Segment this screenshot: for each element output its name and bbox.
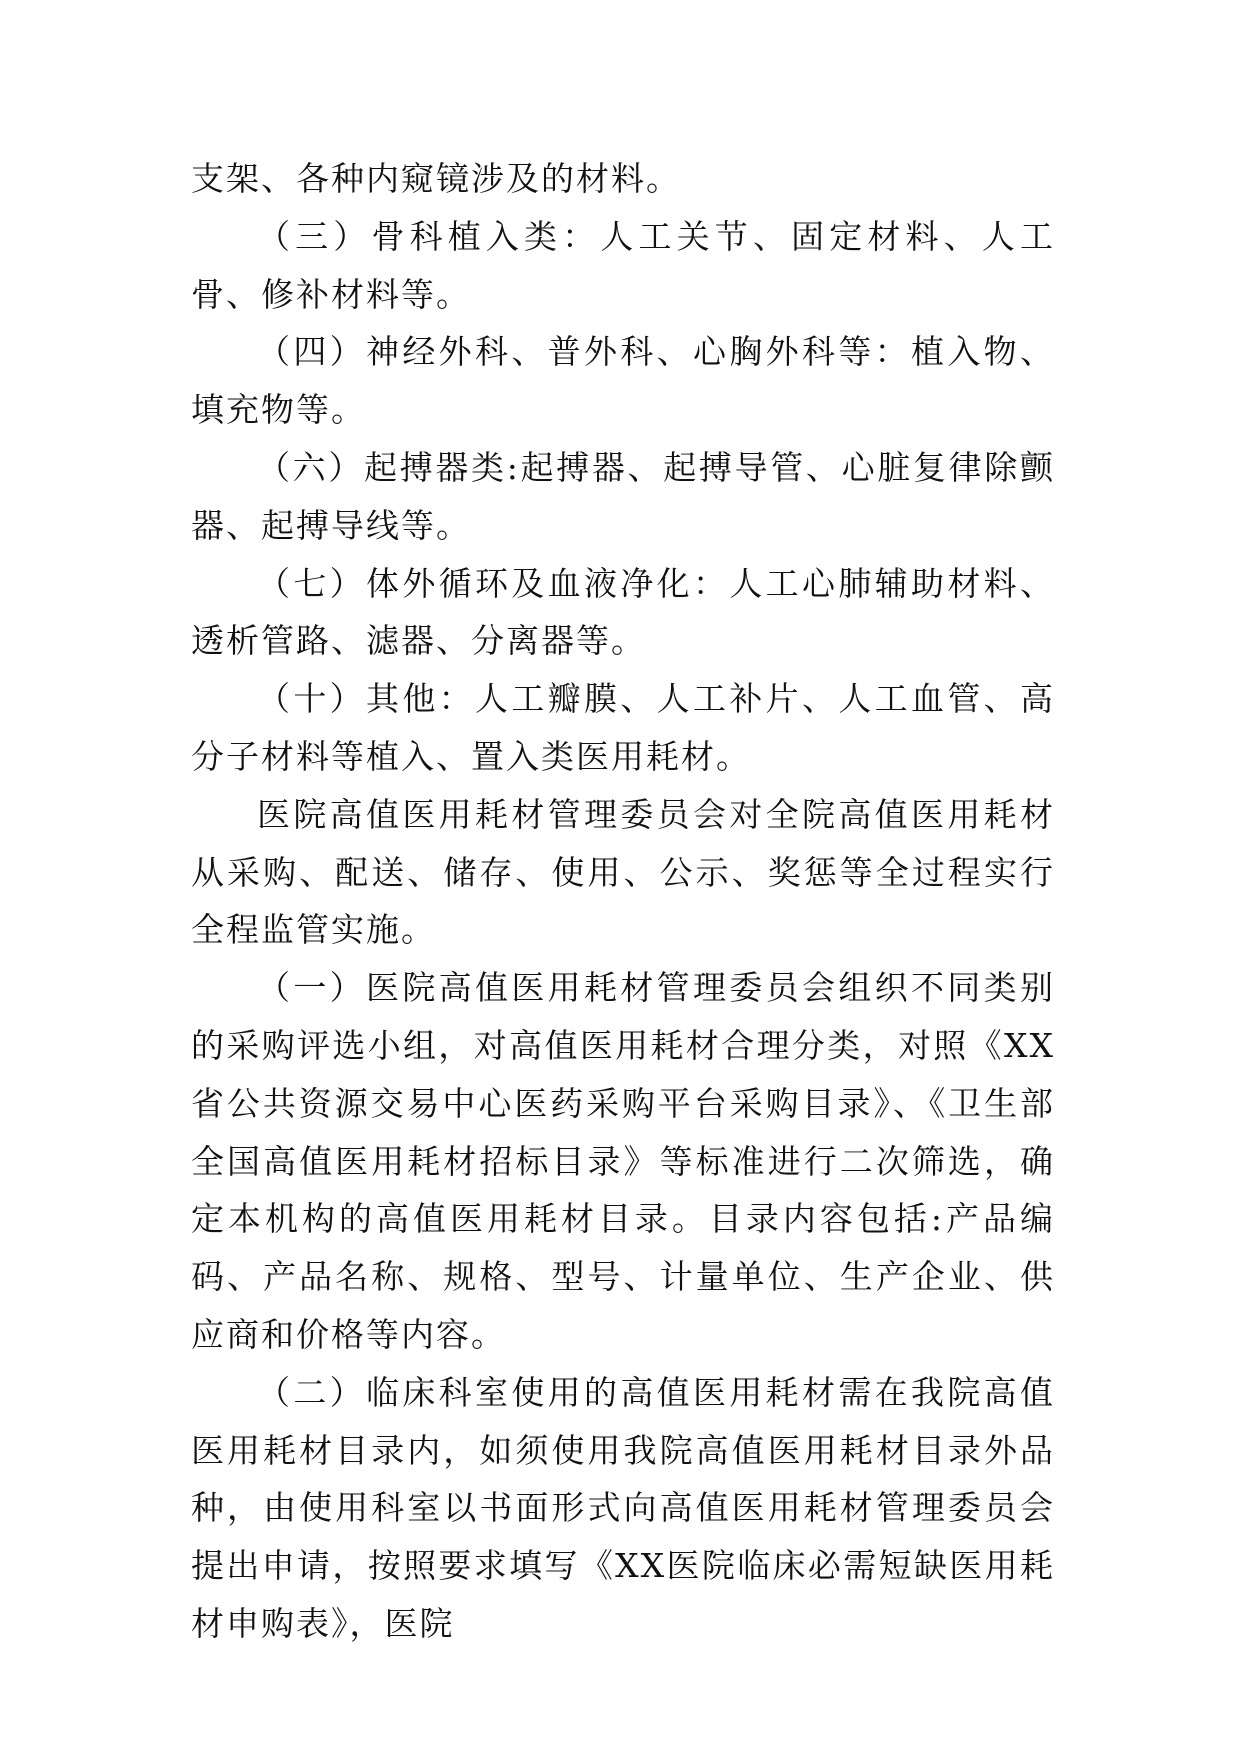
- paragraph-other-implants: （十）其他：人工瓣膜、人工补片、人工血管、高分子材料等植入、置入类医用耗材。: [191, 679, 1055, 776]
- paragraph-continuation: 支架、各种内窥镜涉及的材料。: [191, 159, 681, 198]
- paragraph-procurement-catalog: （一）医院高值医用耗材管理委员会组织不同类别的采购评选小组，对高值医用耗材合理分类，对照《XX省公共资源交易中心医药采购平台采购目录》、《卫生部全国高值医用耗材招标目录》等标准进行二次筛选，确定本机构的高值医用耗材目录。目录内容包括:产品编码、产品名称、规格、型号、计量单位、生产企业、供应商和价格等内容。: [191, 968, 1055, 1354]
- paragraph-clinical-use-application: （二）临床科室使用的高值医用耗材需在我院高值医用耗材目录内，如须使用我院高值医用耗材目录外品种，由使用科室以书面形式向高值医用耗材管理委员会提出申请，按照要求填写《XX医院临床必需短缺医用耗材申购表》，医院: [191, 1372, 1055, 1643]
- paragraph-pacemakers: （六）起搏器类:起搏器、起搏导管、心脏复律除颤器、起搏导线等。: [191, 447, 1055, 545]
- paragraph-orthopedic-implants: （三）骨科植入类：人工关节、固定材料、人工骨、修补材料等。: [191, 216, 1055, 314]
- paragraph-neurosurgery-implants: （四）神经外科、普外科、心胸外科等：植入物、填充物等。: [191, 332, 1055, 430]
- document-body: [191, 150, 1055, 1653]
- paragraph-extracorporeal-circulation: （七）体外循环及血液净化：人工心肺辅助材料、透析管路、滤器、分离器等。: [191, 563, 1055, 661]
- paragraph-committee-supervision: 医院高值医用耗材管理委员会对全院高值医用耗材从采购、配送、储存、使用、公示、奖惩等全过程实行全程监管实施。: [191, 794, 1055, 950]
